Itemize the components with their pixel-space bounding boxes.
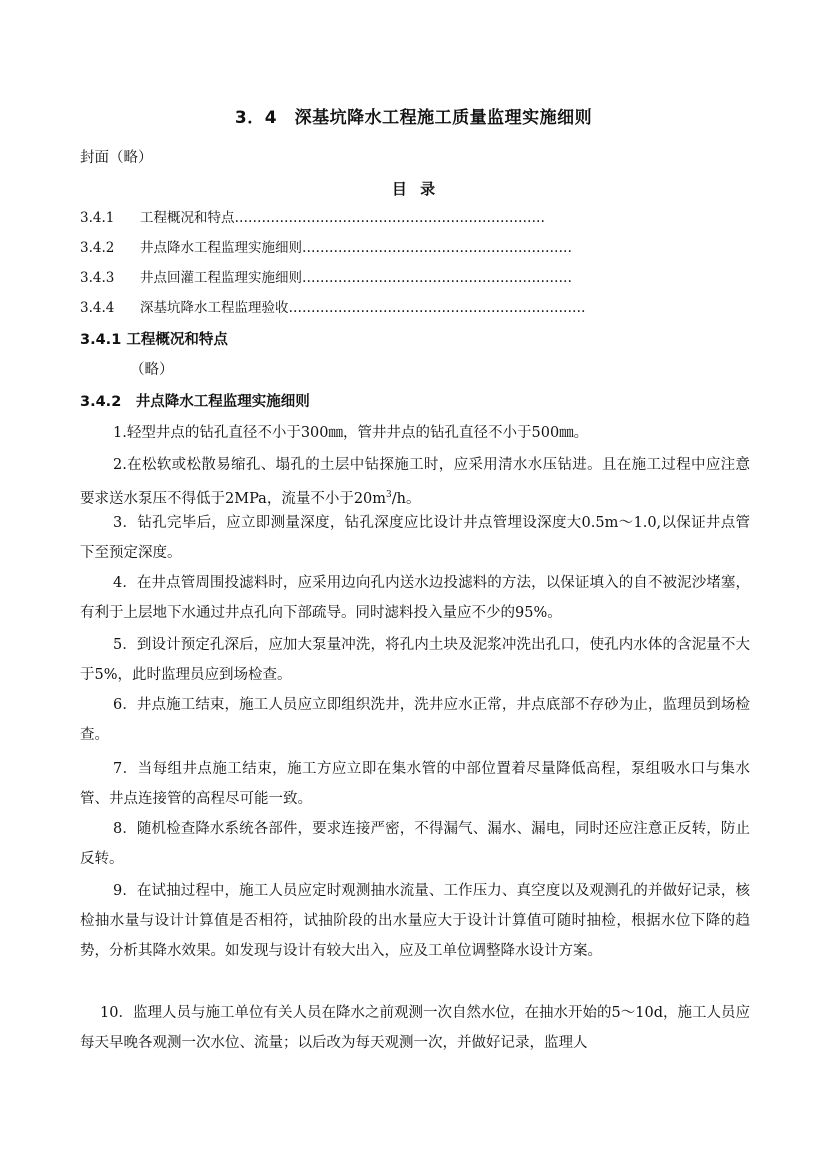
toc-item-number: 3.4.4 [80,300,115,316]
section-overview-body: （略） [130,362,174,378]
paragraph-1: 1.轻型井点的钻孔直径不小于300㎜，管井井点的钻孔直径不小于500㎜。 [113,425,589,441]
paragraph-2 [80,450,750,514]
section-heading-overview: 3.4.1 工程概况和特点 [80,332,228,348]
superscript: 3 [386,490,392,500]
toc-item-label: 井点回灌工程监理实施细则 [140,270,302,286]
paragraph-9: 9．在试抽过程中，施工人员应定时观测抽水流量、工作压力、真空度以及观测孔的并做好记录，核检抽水量与设计计算值是否相符，试抽阶段的出水量应大于设计计算值可随时抽检，根据水位下降的趋势，分析其降水效果。如发现与设计有较大出入，应及工单位调整降水设计方案。 [80,883,750,959]
toc-item-number: 3.4.2 [80,240,115,256]
toc-item-dots: …………………………………………………… [302,270,572,286]
toc-item[interactable] [80,238,572,258]
paragraph-6: 6．井点施工结束，施工人员应立即组织洗井，洗井应水正常，井点底部不存砂为止，监理员到场检查。 [80,697,750,743]
paragraph-2-text: 2.在松软或松散易缩孔、塌孔的土层中钻探施工时，应采用清水水压钻进。且在施工过程中应注意要求送水泵压不得低于2MPa，流量不小于20m [80,457,750,507]
paragraph-7: 7．当每组井点施工结束，施工方应立即在集水管的中部位置着尽量降低高程，泵组吸水口与集水管、井点连接管的高程尽可能一致。 [80,761,750,807]
paragraph-4: 4．在井点管周围投滤料时，应采用边向孔内送水边投滤料的方法，以保证填入的自不被泥沙堵塞，有利于上层地下水通过井点孔向下部疏导。同时滤料投入量应不少的95%。 [80,575,750,621]
cover-note: 封面（略） [80,150,153,166]
toc-item-label: 井点降水工程监理实施细则 [140,240,302,256]
toc-item-dots: ………………………………………………………… [288,300,586,316]
toc-item-number: 3.4.1 [80,210,115,226]
toc-item[interactable] [80,208,545,228]
paragraph-8: 8．随机检查降水系统各部件，要求连接严密，不得漏气、漏水、漏电，同时还应注意正反转，防止反转。 [80,821,750,867]
paragraph-10: 10．监理人员与施工单位有关人员在降水之前观测一次自然水位，在抽水开始的5～10d，施工人员应每天早晚各观测一次水位、流量；以后改为每天观测一次，并做好记录，监理人 [80,1005,750,1051]
toc-item-dots: …………………………………………………………… [234,210,545,226]
toc-heading: 目 录 [391,180,436,198]
toc-item-label: 深基坑降水工程监理验收 [140,300,289,316]
toc-item-dots: …………………………………………………… [302,240,572,256]
paragraph-5: 5．到设计预定孔深后，应加大泵量冲洗，将孔内土块及泥浆冲洗出孔口，使孔内水体的含泥量不大于5%，此时监理员应到场检查。 [80,637,750,683]
toc-item[interactable] [80,298,586,318]
paragraph-2-end: /h。 [391,490,421,507]
toc-item-label: 工程概况和特点 [140,210,235,226]
paragraph-3: 3．钻孔完毕后，应立即测量深度，钻孔深度应比设计井点管埋设深度大0.5m～1.0,以保证井点管下至预定深度。 [80,515,750,561]
document-title: 3．4 深基坑降水工程施工质量监理实施细则 [234,108,593,128]
section-heading-wellpoint: 3.4.2 井点降水工程监理实施细则 [80,394,310,410]
toc-item-number: 3.4.3 [80,270,115,286]
toc-item[interactable] [80,268,572,288]
